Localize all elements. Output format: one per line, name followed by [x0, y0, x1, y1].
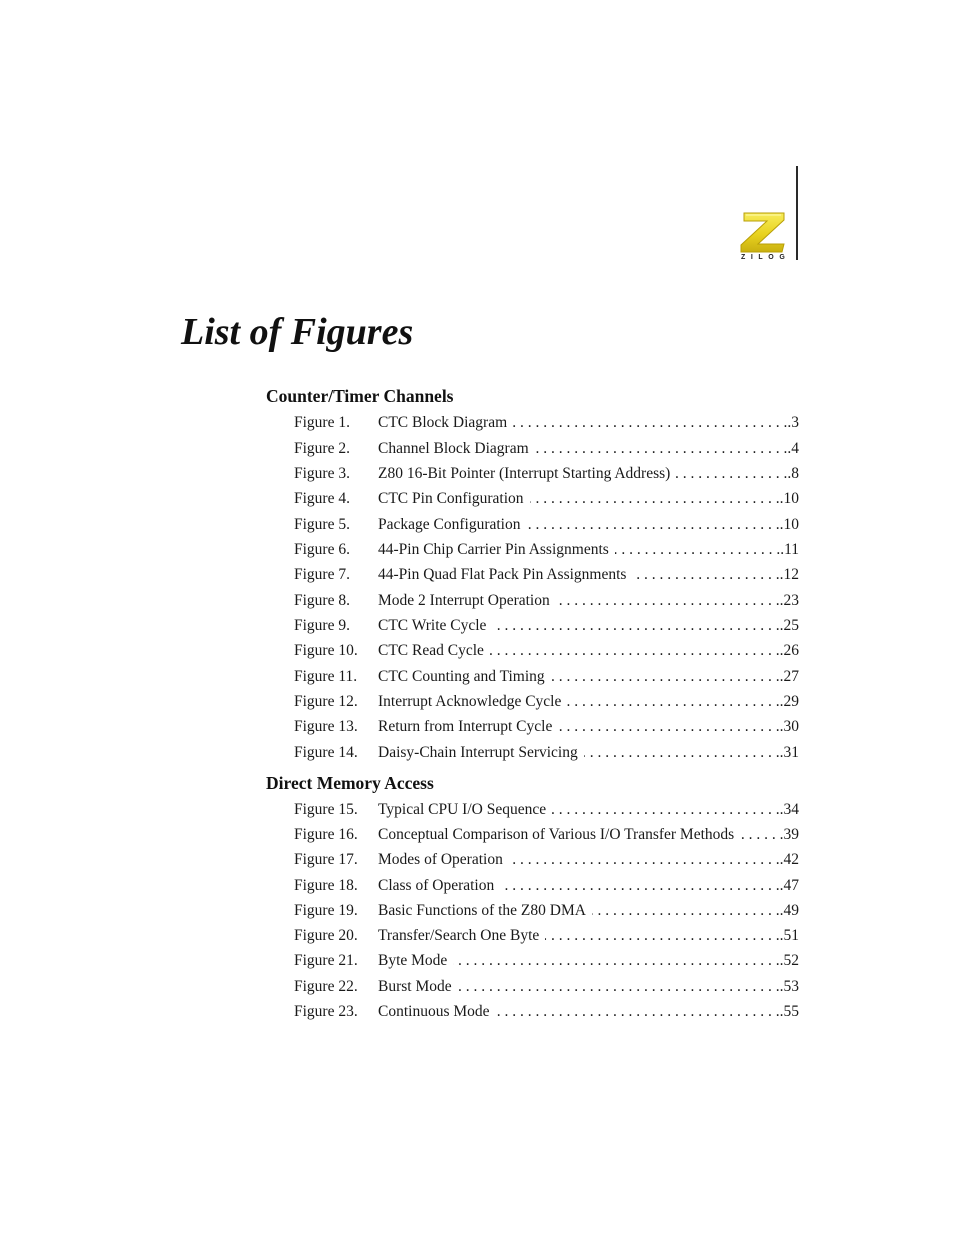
- figure-title: Z80 16-Bit Pointer (Interrupt Starting Address): [378, 465, 671, 482]
- figure-title: Package Configuration: [378, 516, 521, 533]
- page-number: .23: [779, 592, 799, 609]
- figure-title: Typical CPU I/O Sequence: [378, 801, 547, 818]
- dot-leader: [500, 875, 779, 897]
- page-number: .29: [779, 693, 799, 710]
- toc-entry[interactable]: [294, 1001, 799, 1023]
- figure-title: 44-Pin Chip Carrier Pin Assignments: [378, 541, 609, 558]
- figure-number: Figure 8.: [294, 592, 350, 609]
- page-number: .52: [779, 952, 799, 969]
- figure-title: Interrupt Acknowledge Cycle: [378, 693, 562, 710]
- dot-leader: [453, 950, 779, 972]
- toc-entry[interactable]: [294, 438, 799, 460]
- figure-title: Burst Mode: [378, 978, 452, 995]
- figure-number: Figure 16.: [294, 826, 358, 843]
- figure-title: 44-Pin Quad Flat Pack Pin Assignments: [378, 566, 627, 583]
- dot-leader: [530, 488, 780, 510]
- toc-entry[interactable]: [294, 716, 799, 738]
- page-number: .49: [779, 902, 799, 919]
- figure-number: Figure 18.: [294, 877, 358, 894]
- dot-leader: [592, 900, 780, 922]
- page-number: .30: [779, 718, 799, 735]
- figure-number: Figure 4.: [294, 490, 350, 507]
- page-number: .27: [779, 668, 799, 685]
- page-number: .26: [779, 642, 799, 659]
- dot-leader: [490, 640, 780, 662]
- dot-leader: [513, 412, 787, 434]
- dot-leader: [558, 716, 779, 738]
- toc-entry[interactable]: [294, 824, 799, 846]
- page-number: .47: [779, 877, 799, 894]
- page-number: .51: [779, 927, 799, 944]
- toc-entry[interactable]: [294, 900, 799, 922]
- figure-title: Conceptual Comparison of Various I/O Transfer Methods: [378, 826, 735, 843]
- toc-entry[interactable]: [294, 666, 799, 688]
- dot-leader: [615, 539, 780, 561]
- page-number: .10: [779, 516, 799, 533]
- page-number: .3: [787, 414, 799, 431]
- section-heading-counter-timer: Counter/Timer Channels: [266, 386, 454, 406]
- toc-entry[interactable]: [294, 875, 799, 897]
- dot-leader: [492, 615, 779, 637]
- toc-entry[interactable]: [294, 640, 799, 662]
- page-number: .4: [787, 440, 799, 457]
- dot-leader: [509, 849, 780, 871]
- dot-leader: [458, 976, 780, 998]
- figure-number: Figure 17.: [294, 851, 358, 868]
- page-number: 39: [783, 826, 799, 843]
- figure-title: CTC Write Cycle: [378, 617, 487, 634]
- figure-number: Figure 5.: [294, 516, 350, 533]
- zilog-logo: [738, 210, 791, 266]
- figure-title: Return from Interrupt Cycle: [378, 718, 553, 735]
- header-vertical-rule: [796, 166, 798, 260]
- figure-title: Channel Block Diagram: [378, 440, 529, 457]
- figure-title: Class of Operation: [378, 877, 495, 894]
- dot-leader: [496, 1001, 780, 1023]
- figure-number: Figure 13.: [294, 718, 358, 735]
- figure-number: Figure 23.: [294, 1003, 358, 1020]
- toc-entry[interactable]: [294, 925, 799, 947]
- toc-entry[interactable]: [294, 849, 799, 871]
- page-number: .31: [779, 744, 799, 761]
- figure-title: Transfer/Search One Byte: [378, 927, 540, 944]
- figure-number: Figure 14.: [294, 744, 358, 761]
- toc-entry[interactable]: [294, 412, 799, 434]
- figure-number: Figure 10.: [294, 642, 358, 659]
- figure-number: Figure 21.: [294, 952, 358, 969]
- toc-entry[interactable]: [294, 488, 799, 510]
- dot-leader: [740, 824, 783, 846]
- dot-leader: [545, 925, 779, 947]
- figure-number: Figure 20.: [294, 927, 358, 944]
- page-title: List of Figures: [181, 311, 414, 353]
- page-number: .10: [779, 490, 799, 507]
- figure-number: Figure 2.: [294, 440, 350, 457]
- toc-entry[interactable]: [294, 691, 799, 713]
- figure-number: Figure 3.: [294, 465, 350, 482]
- figure-number: Figure 12.: [294, 693, 358, 710]
- figure-title: CTC Block Diagram: [378, 414, 508, 431]
- figure-number: Figure 22.: [294, 978, 358, 995]
- figure-number: Figure 1.: [294, 414, 350, 431]
- toc-entry[interactable]: [294, 742, 799, 764]
- toc-entry[interactable]: [294, 514, 799, 536]
- figure-number: Figure 9.: [294, 617, 350, 634]
- figure-title: CTC Counting and Timing: [378, 668, 545, 685]
- figure-title: CTC Pin Configuration: [378, 490, 524, 507]
- page-number: .55: [779, 1003, 799, 1020]
- figure-title: Basic Functions of the Z80 DMA: [378, 902, 586, 919]
- page-number: .12: [779, 566, 799, 583]
- dot-leader: [584, 742, 780, 764]
- toc-entry[interactable]: [294, 976, 799, 998]
- page-number: .34: [779, 801, 799, 818]
- dot-leader: [676, 463, 787, 485]
- figure-number: Figure 7.: [294, 566, 350, 583]
- figure-number: Figure 15.: [294, 801, 358, 818]
- toc-entry[interactable]: [294, 950, 799, 972]
- dot-leader: [535, 438, 788, 460]
- toc-entry[interactable]: [294, 615, 799, 637]
- toc-entry[interactable]: [294, 539, 799, 561]
- figure-title: Daisy-Chain Interrupt Servicing: [378, 744, 578, 761]
- dot-leader: [551, 666, 780, 688]
- toc-entry[interactable]: [294, 799, 799, 821]
- page-number: .42: [779, 851, 799, 868]
- page-number: .8: [787, 465, 799, 482]
- page-number: .53: [779, 978, 799, 995]
- zilog-z-mark-icon: [738, 210, 788, 254]
- figure-title: Mode 2 Interrupt Operation: [378, 592, 550, 609]
- page-number: .25: [779, 617, 799, 634]
- dot-leader: [526, 514, 779, 536]
- dot-leader: [556, 590, 780, 612]
- figure-number: Figure 6.: [294, 541, 350, 558]
- toc-entry[interactable]: [294, 463, 799, 485]
- figure-title: Byte Mode: [378, 952, 448, 969]
- dot-leader: [552, 799, 780, 821]
- toc-entry[interactable]: [294, 564, 799, 586]
- figure-number: Figure 11.: [294, 668, 358, 685]
- dot-leader: [632, 564, 779, 586]
- dot-leader: [567, 691, 779, 713]
- toc-entry[interactable]: [294, 590, 799, 612]
- figure-title: CTC Read Cycle: [378, 642, 484, 659]
- figure-title: Continuous Mode: [378, 1003, 490, 1020]
- section-heading-direct-memory-access: Direct Memory Access: [266, 773, 434, 793]
- figure-title: Modes of Operation: [378, 851, 503, 868]
- zilog-wordmark: ZILOG: [741, 254, 791, 261]
- figure-number: Figure 19.: [294, 902, 358, 919]
- page-number: .11: [780, 541, 799, 558]
